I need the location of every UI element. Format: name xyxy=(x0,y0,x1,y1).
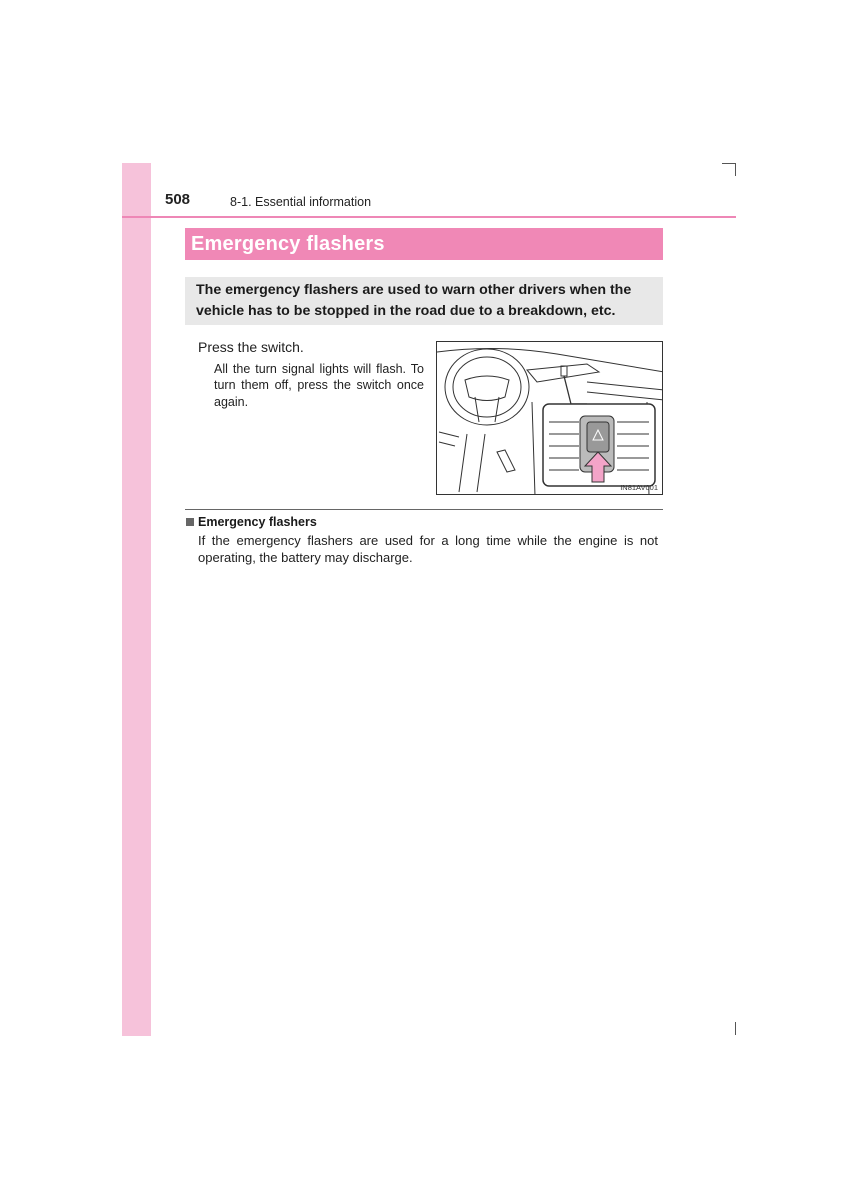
section-label: 8-1. Essential information xyxy=(230,195,372,209)
supplement-body: If the emergency flashers are used for a long time while the engine is not operating, the battery may discharge. xyxy=(198,533,658,565)
crop-mark xyxy=(735,163,736,176)
page-title-bar xyxy=(185,228,663,260)
dashboard-illustration xyxy=(436,341,663,495)
intro-box: The emergency flashers are used to warn other drivers when the vehicle has to be stopped in the road due to a breakdown, etc. xyxy=(185,277,663,325)
square-bullet-icon xyxy=(186,518,194,526)
steering-wheel-outline xyxy=(445,349,529,425)
crop-mark xyxy=(735,1022,736,1035)
dashboard-drawing xyxy=(437,342,663,495)
section-divider xyxy=(185,509,663,510)
center-vent-top xyxy=(527,364,599,382)
illustration-code: IN81AV001 xyxy=(620,483,658,492)
step-instruction: Press the switch. xyxy=(198,339,304,355)
steering-wheel-hub xyxy=(465,376,509,401)
hazard-switch-small xyxy=(561,366,567,376)
crop-mark xyxy=(722,163,736,164)
page-title: Emergency flashers xyxy=(191,232,385,255)
supplement-heading xyxy=(186,515,317,529)
header-rule xyxy=(122,216,736,218)
page-number: 508 xyxy=(165,191,191,208)
step-note: All the turn signal lights will flash. To turn them off, press the switch once again. xyxy=(214,362,424,409)
side-tab xyxy=(122,163,151,1036)
supplement-heading-text: Emergency flashers xyxy=(198,515,317,529)
